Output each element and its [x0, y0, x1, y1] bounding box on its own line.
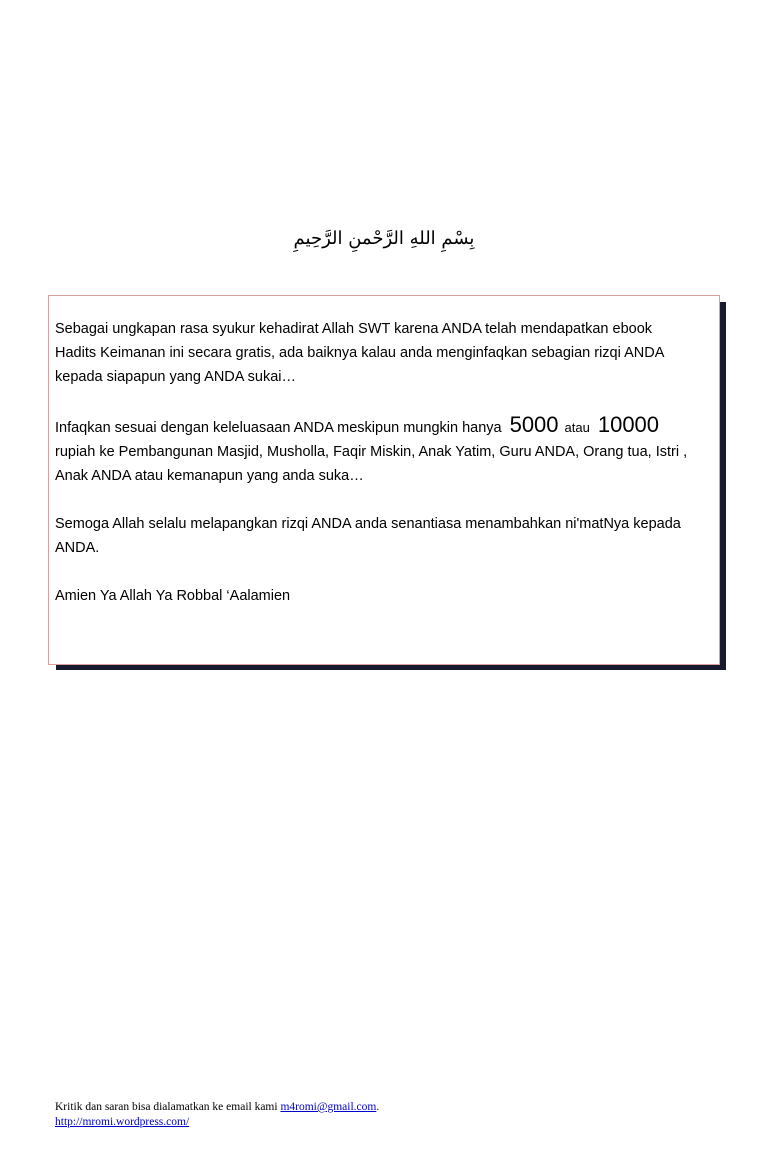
paragraph-intro — [55, 317, 713, 389]
infaq-line-3: Anak ANDA atau kemanapun yang anda suka… — [55, 468, 364, 484]
infaq-line-2: rupiah ke Pembangunan Masjid, Musholla, Faqir Miskin, Anak Yatim, Guru ANDA, Orang tua, Istri , — [55, 444, 688, 460]
paragraph-amien — [55, 584, 713, 608]
footer-line-2 — [55, 1115, 379, 1130]
footer — [55, 1100, 379, 1130]
amien-line: Amien Ya Allah Ya Robbal ‘Aalamien — [55, 588, 291, 604]
intro-line-2: Hadits Keimanan ini secara gratis, ada baiknya kalau anda menginfaqkan sebagian rizqi ANDA — [55, 345, 665, 361]
infaq-line-1 — [55, 413, 713, 440]
conjunction-atau: atau — [564, 420, 590, 435]
footer-text: Kritik dan saran bisa dialamatkan ke email kami — [55, 1101, 278, 1113]
prayer-line-1: Semoga Allah selalu melapangkan rizqi ANDA anda senantiasa menambahkan ni'matNya kepada — [55, 516, 681, 532]
intro-line-3: kepada siapapun yang ANDA sukai… — [55, 369, 297, 385]
footer-period: . — [376, 1101, 380, 1113]
website-link[interactable]: http://mromi.wordpress.com/ — [55, 1116, 190, 1128]
email-link[interactable]: m4romi@gmail.com — [280, 1101, 377, 1113]
paragraph-prayer — [55, 512, 713, 560]
bismillah-text: بِسْمِ اللهِ الرَّحْمنِ الرَّحِيمِ — [293, 228, 475, 249]
bismillah-heading — [0, 228, 768, 249]
prayer-line-2: ANDA. — [55, 540, 100, 556]
amount-10000: 10000 — [597, 412, 660, 437]
infaq-line-1-text: Infaqkan sesuai dengan keleluasaan ANDA meskipun mungkin hanya — [55, 420, 502, 436]
infaq-note-box — [48, 295, 720, 665]
paragraph-infaq — [55, 413, 713, 488]
footer-line-1 — [55, 1100, 379, 1115]
intro-line-1: Sebagai ungkapan rasa syukur kehadirat Allah SWT karena ANDA telah mendapatkan ebook — [55, 321, 653, 337]
amount-5000: 5000 — [509, 412, 559, 437]
